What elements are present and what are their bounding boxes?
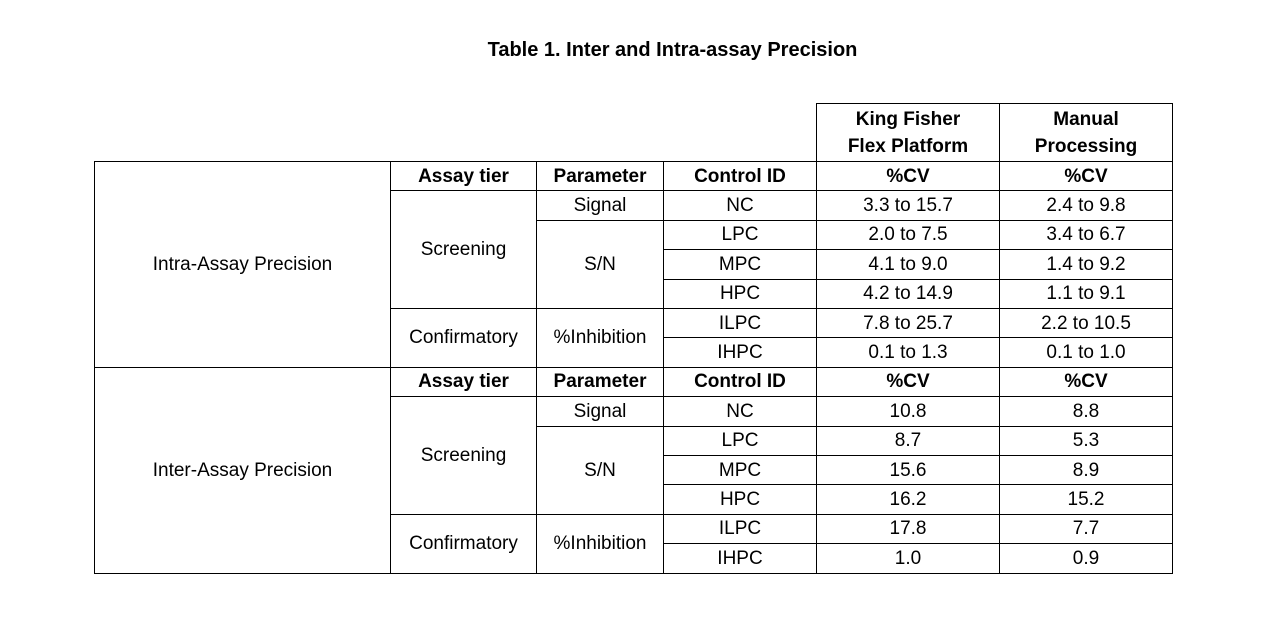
manual-cv-cell: 2.4 to 9.8	[999, 190, 1173, 220]
header-kf-cv: %CV	[816, 161, 1000, 191]
header-assay-tier: Assay tier	[390, 367, 537, 397]
assay-tier-cell: Confirmatory	[390, 308, 537, 368]
control-id-cell: HPC	[663, 279, 817, 309]
kingfisher-cv-cell: 16.2	[816, 484, 1000, 514]
kingfisher-cv-cell: 8.7	[816, 426, 1000, 456]
manual-cv-cell: 15.2	[999, 484, 1173, 514]
manual-cv-cell: 8.9	[999, 455, 1173, 485]
manual-cv-cell: 8.8	[999, 396, 1173, 426]
assay-tier-cell: Confirmatory	[390, 514, 537, 574]
assay-tier-cell: Screening	[390, 396, 537, 515]
control-id-cell: IHPC	[663, 337, 817, 367]
parameter-cell: Signal	[536, 396, 664, 426]
kingfisher-cv-cell: 4.1 to 9.0	[816, 249, 1000, 279]
kingfisher-cv-cell: 15.6	[816, 455, 1000, 485]
section-label: Intra-Assay Precision	[94, 161, 391, 368]
header-control-id: Control ID	[663, 161, 817, 191]
control-id-cell: IHPC	[663, 543, 817, 573]
header-control-id: Control ID	[663, 367, 817, 397]
parameter-cell: %Inhibition	[536, 308, 664, 368]
manual-cv-cell: 1.4 to 9.2	[999, 249, 1173, 279]
control-id-cell: NC	[663, 190, 817, 220]
kingfisher-cv-cell: 4.2 to 14.9	[816, 279, 1000, 309]
control-id-cell: NC	[663, 396, 817, 426]
kingfisher-cv-cell: 2.0 to 7.5	[816, 220, 1000, 250]
manual-cv-cell: 5.3	[999, 426, 1173, 456]
header-kf-cv: %CV	[816, 367, 1000, 397]
parameter-cell: Signal	[536, 190, 664, 220]
control-id-cell: ILPC	[663, 308, 817, 338]
kingfisher-cv-cell: 7.8 to 25.7	[816, 308, 1000, 338]
control-id-cell: MPC	[663, 249, 817, 279]
manual-cv-cell: 0.9	[999, 543, 1173, 573]
control-id-cell: MPC	[663, 455, 817, 485]
parameter-cell: S/N	[536, 220, 664, 309]
manual-cv-cell: 0.1 to 1.0	[999, 337, 1173, 367]
kingfisher-cv-cell: 10.8	[816, 396, 1000, 426]
manual-cv-cell: 3.4 to 6.7	[999, 220, 1173, 250]
header-parameter: Parameter	[536, 161, 664, 191]
header-kingfisher-platform: King Fisher Flex Platform	[816, 103, 1000, 162]
header-assay-tier: Assay tier	[390, 161, 537, 191]
parameter-cell: %Inhibition	[536, 514, 664, 574]
manual-cv-cell: 7.7	[999, 514, 1173, 544]
kingfisher-cv-cell: 3.3 to 15.7	[816, 190, 1000, 220]
header-manual-processing: Manual Processing	[999, 103, 1173, 162]
table-title: Table 1. Inter and Intra-assay Precision	[487, 39, 858, 61]
control-id-cell: HPC	[663, 484, 817, 514]
kingfisher-cv-cell: 17.8	[816, 514, 1000, 544]
header-parameter: Parameter	[536, 367, 664, 397]
assay-tier-cell: Screening	[390, 190, 537, 309]
kingfisher-cv-cell: 1.0	[816, 543, 1000, 573]
control-id-cell: LPC	[663, 426, 817, 456]
header-manual-cv: %CV	[999, 367, 1173, 397]
manual-cv-cell: 1.1 to 9.1	[999, 279, 1173, 309]
parameter-cell: S/N	[536, 426, 664, 515]
kingfisher-cv-cell: 0.1 to 1.3	[816, 337, 1000, 367]
header-manual-cv: %CV	[999, 161, 1173, 191]
control-id-cell: LPC	[663, 220, 817, 250]
section-label: Inter-Assay Precision	[94, 367, 391, 574]
manual-cv-cell: 2.2 to 10.5	[999, 308, 1173, 338]
control-id-cell: ILPC	[663, 514, 817, 544]
